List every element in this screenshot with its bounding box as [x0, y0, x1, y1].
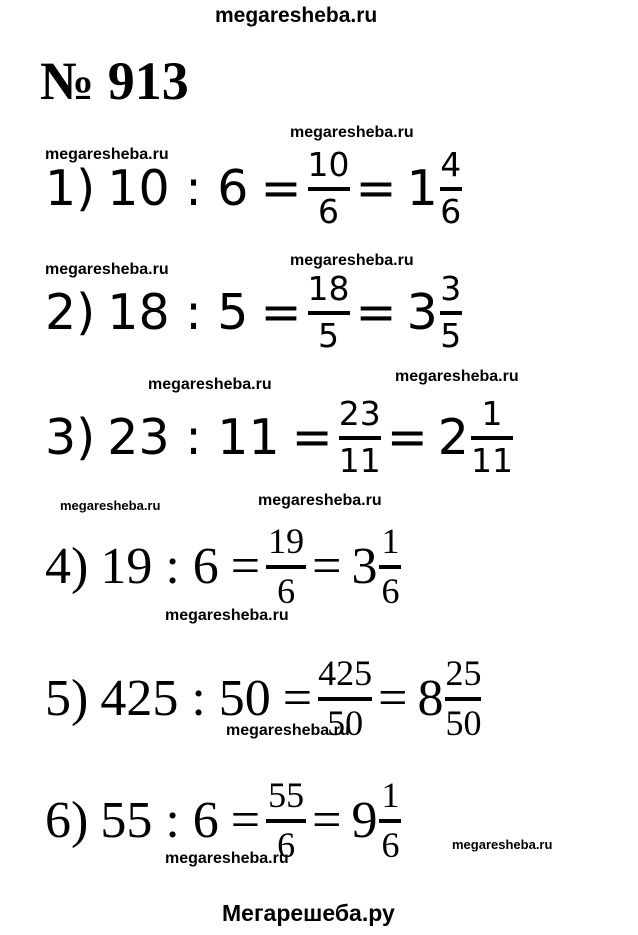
division-expression: 19 : 6 — [100, 537, 219, 595]
division-expression: 10 : 6 — [107, 160, 249, 218]
watermark-top: megaresheba.ru — [215, 4, 378, 27]
fraction-denominator: 11 — [338, 440, 381, 480]
fraction-denominator: 5 — [440, 315, 462, 355]
watermark: megaresheba.ru — [258, 492, 382, 509]
fraction-denominator: 50 — [327, 702, 364, 743]
improper-fraction — [266, 523, 306, 611]
mixed-number — [351, 523, 407, 611]
mixed-fraction — [445, 655, 481, 743]
problem-number-title: № 913 — [40, 51, 189, 111]
fraction-bar — [308, 187, 350, 191]
mixed-fraction — [440, 145, 462, 231]
fraction-numerator: 4 — [440, 145, 462, 184]
equation-1 — [45, 145, 468, 231]
mixed-fraction — [470, 394, 513, 480]
mixed-number — [437, 394, 519, 480]
equals-sign: = — [260, 160, 302, 218]
fraction-numerator: 25 — [445, 653, 482, 693]
improper-fraction — [318, 655, 372, 743]
equals-sign: = — [260, 284, 302, 342]
equation-label: 3) — [45, 409, 96, 467]
watermark: megaresheba.ru — [165, 607, 289, 624]
fraction-numerator: 1 — [381, 521, 400, 561]
fraction-numerator: 55 — [268, 775, 305, 815]
fraction-bar — [471, 436, 513, 440]
equation-6 — [45, 777, 407, 865]
whole-part: 3 — [406, 284, 438, 342]
mixed-number — [406, 269, 468, 355]
equals-sign: = — [282, 669, 313, 727]
fraction-denominator: 6 — [318, 191, 340, 231]
whole-part: 9 — [351, 791, 378, 849]
division-expression: 23 : 11 — [107, 409, 280, 467]
equals-sign: = — [230, 791, 261, 849]
watermark: megaresheba.ru — [45, 146, 169, 163]
whole-part: 8 — [417, 669, 444, 727]
watermark: megaresheba.ru — [395, 368, 519, 385]
fraction-numerator: 425 — [318, 653, 373, 693]
equals-sign: = — [355, 284, 397, 342]
fraction-numerator: 10 — [307, 145, 350, 184]
mixed-number — [406, 145, 468, 231]
fraction-numerator: 23 — [338, 394, 381, 433]
equation-label: 1) — [45, 160, 96, 218]
equation-5 — [45, 655, 487, 743]
fraction-numerator: 1 — [481, 394, 503, 433]
equals-sign: = — [378, 669, 408, 727]
fraction-bar — [308, 311, 350, 315]
mixed-number — [351, 777, 407, 865]
division-expression: 55 : 6 — [100, 791, 219, 849]
fraction-bar — [318, 697, 372, 701]
watermark: megaresheba.ru — [226, 722, 350, 739]
fraction-denominator: 6 — [381, 824, 400, 865]
fraction-bar — [339, 436, 381, 440]
watermark: megaresheba.ru — [165, 850, 289, 867]
equals-sign: = — [386, 409, 428, 467]
watermark: megaresheba.ru — [60, 498, 161, 513]
fraction-bar — [440, 187, 462, 191]
equation-4 — [45, 523, 407, 611]
improper-fraction — [307, 145, 350, 231]
mixed-fraction — [379, 523, 401, 611]
fraction-bar — [440, 311, 462, 315]
equation-label: 5) — [45, 669, 89, 727]
watermark: megaresheba.ru — [452, 837, 553, 852]
equals-sign: = — [312, 791, 342, 849]
equals-sign: = — [355, 160, 397, 218]
fraction-numerator: 19 — [268, 521, 305, 561]
improper-fraction — [266, 777, 306, 865]
fraction-numerator: 3 — [440, 269, 462, 308]
division-expression: 425 : 50 — [100, 669, 271, 727]
equation-label: 4) — [45, 537, 89, 595]
mixed-number — [417, 655, 487, 743]
equation-3 — [45, 394, 519, 480]
whole-part: 2 — [437, 409, 469, 467]
fraction-denominator: 11 — [470, 440, 513, 480]
watermark: megaresheba.ru — [290, 124, 414, 141]
fraction-numerator: 18 — [307, 269, 350, 308]
equation-label: 2) — [45, 284, 96, 342]
mixed-fraction — [440, 269, 462, 355]
fraction-numerator: 1 — [381, 775, 400, 815]
fraction-denominator: 6 — [381, 570, 400, 611]
fraction-bar — [379, 819, 401, 823]
improper-fraction — [338, 394, 381, 480]
whole-part: 3 — [351, 537, 378, 595]
watermark: megaresheba.ru — [290, 252, 414, 269]
watermark: megaresheba.ru — [45, 261, 169, 278]
watermark-bottom: Мегарешеба.ру — [222, 900, 395, 926]
watermark: megaresheba.ru — [148, 376, 272, 393]
equals-sign: = — [230, 537, 261, 595]
fraction-denominator: 6 — [440, 191, 462, 231]
fraction-bar — [266, 819, 306, 823]
fraction-bar — [379, 565, 401, 569]
equation-label: 6) — [45, 791, 89, 849]
whole-part: 1 — [406, 160, 438, 218]
improper-fraction — [307, 269, 350, 355]
fraction-denominator: 5 — [318, 315, 340, 355]
mixed-fraction — [379, 777, 401, 865]
fraction-bar — [445, 697, 481, 701]
equals-sign: = — [312, 537, 342, 595]
fraction-denominator: 6 — [277, 570, 296, 611]
fraction-denominator: 6 — [277, 824, 296, 865]
fraction-denominator: 50 — [445, 702, 482, 743]
equals-sign: = — [291, 409, 333, 467]
fraction-bar — [266, 565, 306, 569]
division-expression: 18 : 5 — [107, 284, 249, 342]
